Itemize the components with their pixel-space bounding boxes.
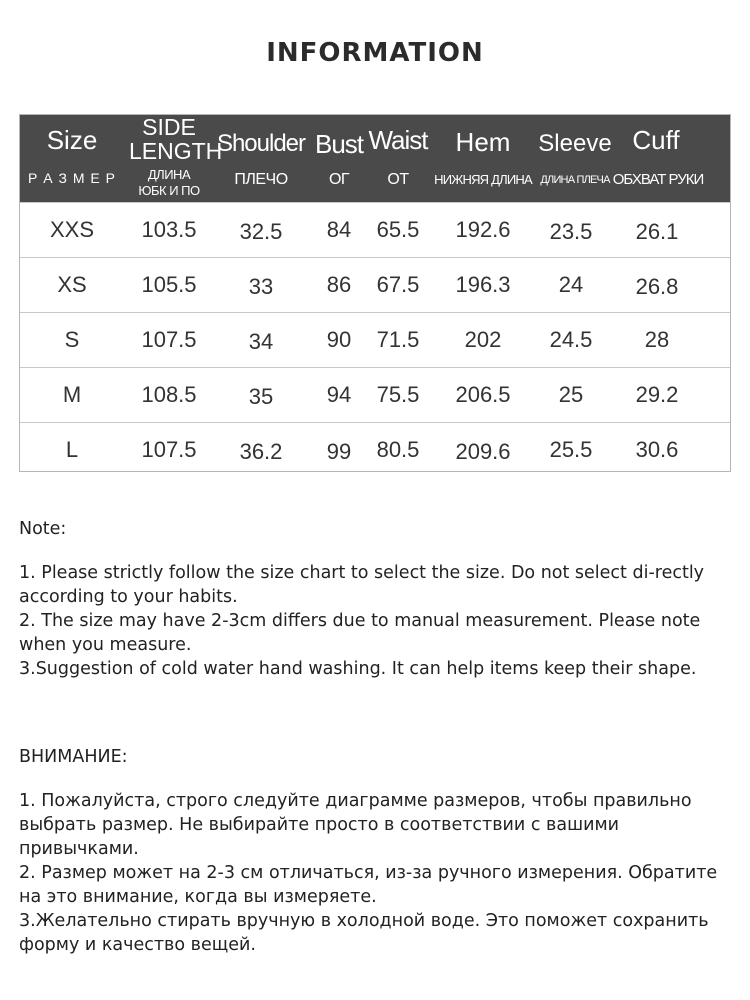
notes-ru-item-1: 1. Пожалуйста, строго следуйте диаграмме размеров, чтобы правильно выбрать размер. Не выбирайте просто в соответствии с вашими привычками. [19, 791, 692, 859]
cell-side-length: 107.5 [141, 327, 197, 352]
notes-en [19, 517, 731, 681]
cell-bust: 99 [326, 439, 352, 464]
header-sleeve-label: Sleeve [538, 130, 612, 157]
cell-bust: 94 [326, 382, 352, 407]
notes-en-heading: Note: [19, 519, 67, 539]
table-header [20, 114, 730, 214]
header-shoulder-label: Shoulder [216, 130, 306, 157]
cell-side-length: 107.5 [141, 437, 197, 462]
cell-bust: 84 [326, 217, 352, 242]
header-waist-ru: ОТ [387, 171, 409, 188]
cell-shoulder: 34 [248, 329, 274, 354]
cell-cuff: 26.8 [635, 274, 679, 299]
cell-waist: 75.5 [376, 382, 420, 407]
cell-waist: 67.5 [376, 272, 420, 297]
cell-shoulder: 36.2 [239, 439, 283, 464]
cell-size: M [62, 382, 82, 407]
header-sleeve-ru: ДЛИНА ПЛЕЧА [540, 174, 610, 186]
header-size-ru: Р А З М Е Р [28, 170, 116, 186]
cell-sleeve: 24 [558, 272, 584, 297]
cell-size: XXS [49, 217, 95, 242]
header-size [20, 115, 124, 202]
header-size-label: Size [46, 125, 98, 155]
cell-sleeve: 23.5 [549, 219, 593, 244]
cell-sleeve: 25 [558, 382, 584, 407]
cell-size: S [64, 327, 80, 352]
page-title: INFORMATION [266, 38, 484, 68]
cell-shoulder: 33 [248, 274, 274, 299]
notes-en-item-3: 3.Suggestion of cold water hand washing. It can help items keep their shape. [19, 659, 697, 679]
cell-waist: 65.5 [376, 217, 420, 242]
size-table [19, 114, 731, 472]
header-side-length-label: SIDE LENGTH [129, 114, 223, 164]
notes-ru-heading: ВНИМАНИЕ: [19, 747, 128, 767]
cell-sleeve: 24.5 [549, 327, 593, 352]
cell-hem: 206.5 [455, 382, 511, 407]
cell-cuff: 26.1 [635, 219, 679, 244]
cell-hem: 202 [464, 327, 502, 352]
cell-side-length: 108.5 [141, 382, 197, 407]
cell-size: L [65, 437, 79, 462]
notes-ru-item-3: 3.Желательно стирать вручную в холодной воде. Это поможет сохранить форму и качество вещей. [19, 911, 709, 955]
notes-en-item-2: 2. The size may have 2-3cm differs due to manual measurement. Please note when you measure. [19, 611, 701, 655]
header-hem-ru: НИЖНЯЯ ДЛИНА [434, 172, 532, 187]
cell-cuff: 28 [644, 327, 670, 352]
cell-size: XS [57, 272, 87, 297]
notes-ru-item-2: 2. Размер может на 2-3 см отличаться, из-за ручного измерения. Обратите на это внимание, когда вы измеряете. [19, 863, 718, 907]
table-row [20, 367, 730, 422]
cell-sleeve: 25.5 [549, 437, 593, 462]
cell-cuff: 29.2 [635, 382, 679, 407]
header-cuff [610, 115, 702, 202]
header-hem-label: Hem [455, 127, 511, 157]
header-bust-label: Bust [314, 129, 364, 159]
header-cuff-label: Cuff [632, 125, 680, 155]
cell-side-length: 103.5 [141, 217, 197, 242]
cell-waist: 71.5 [376, 327, 420, 352]
cell-bust: 90 [326, 327, 352, 352]
header-cuff-ru: ОБХВАТ РУКИ [612, 171, 704, 188]
cell-side-length: 105.5 [141, 272, 197, 297]
cell-hem: 196.3 [455, 272, 511, 297]
header-bust-ru: ОГ [328, 171, 350, 188]
cell-shoulder: 35 [248, 384, 274, 409]
cell-cuff: 30.6 [635, 437, 679, 462]
table-row [20, 202, 730, 257]
cell-shoulder: 32.5 [239, 219, 283, 244]
cell-waist: 80.5 [376, 437, 420, 462]
header-side-length-ru: ДЛИНА ЮБК И ПО БОКАМ [138, 167, 200, 214]
notes-en-item-1: 1. Please strictly follow the size chart to select the size. Do not select di-rectly according to your habits. [19, 563, 705, 607]
cell-hem: 192.6 [455, 217, 511, 242]
header-shoulder-ru: ПЛЕЧО [234, 171, 288, 188]
cell-hem: 209.6 [455, 439, 511, 464]
cell-bust: 86 [326, 272, 352, 297]
table-row [20, 422, 730, 472]
notes-ru [19, 745, 731, 957]
header-waist-label: Waist [368, 125, 428, 155]
table-row [20, 257, 730, 312]
table-row [20, 312, 730, 367]
